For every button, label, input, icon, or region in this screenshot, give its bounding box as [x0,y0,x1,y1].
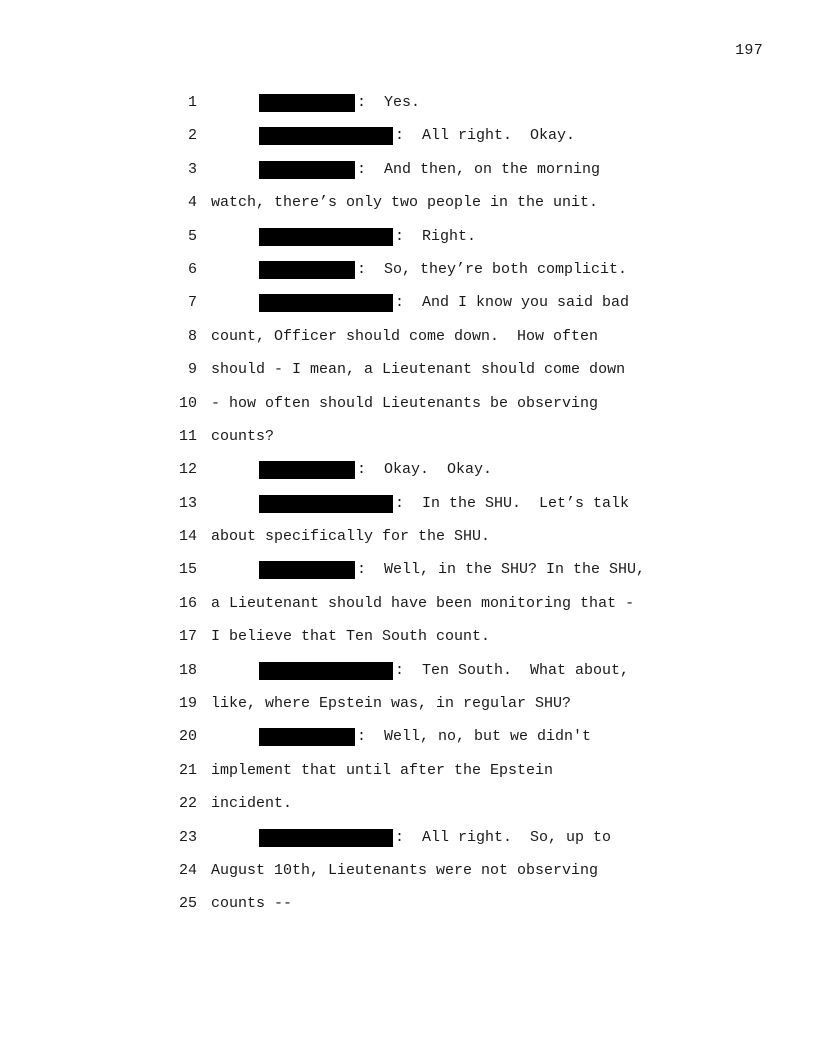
line-number: 9 [187,361,197,379]
line-content: : And I know you said bad [395,294,630,312]
line-content: counts -- [211,895,293,913]
transcript-line [0,192,816,225]
line-content: : All right. Okay. [395,127,576,145]
transcript-line [0,159,816,192]
line-number: 4 [187,194,197,212]
line-text [211,326,598,348]
line-content: should - I mean, a Lieutenant should come down [211,361,626,379]
redaction-bar [259,561,355,579]
line-number: 10 [178,394,197,412]
line-text [259,459,492,481]
line-number: 13 [178,494,197,512]
line-content: : Okay. Okay. [357,461,493,479]
redaction-bar [259,662,393,680]
line-text [211,760,553,782]
line-number: 18 [178,661,197,679]
line-text [259,292,629,314]
redaction-bar [259,261,355,279]
redaction-bar [259,94,355,112]
line-number: 14 [178,528,197,546]
line-number: 2 [187,127,197,145]
line-text [259,159,600,181]
line-content: watch, there’s only two people in the unit. [211,194,599,212]
line-number: 22 [178,795,197,813]
transcript-body [0,92,816,927]
redaction-bar [259,829,393,847]
transcript-line [0,393,816,426]
line-content: : Yes. [357,94,421,111]
line-text [259,660,629,682]
line-number: 19 [178,695,197,713]
line-content: I believe that Ten South count. [211,628,491,646]
line-content: a Lieutenant should have been monitoring that - [211,594,635,612]
line-number: 24 [178,861,197,879]
line-number: 3 [187,160,197,178]
transcript-line [0,259,816,292]
line-text [211,860,598,882]
transcript-line [0,526,816,559]
redaction-bar [259,461,355,479]
line-number: 25 [178,895,197,913]
redaction-bar [259,127,393,145]
line-content: counts? [211,427,275,445]
transcript-line [0,559,816,592]
line-text [211,626,490,648]
line-text [259,259,627,281]
transcript-line [0,125,816,158]
transcript-line [0,827,816,860]
line-content: : Right. [395,227,477,245]
line-number: 6 [187,260,197,278]
line-text [211,793,292,815]
line-text [211,893,292,915]
line-number: 17 [178,628,197,646]
page-number: 197 [735,42,763,59]
line-content: implement that until after the Epstein [211,761,554,779]
line-text [211,393,598,415]
transcript-line [0,593,816,626]
line-text [259,493,629,515]
transcript-line [0,726,816,759]
redaction-bar [259,495,393,513]
line-text [259,726,591,748]
line-number: 1 [187,94,197,111]
line-content: - how often should Lieutenants be observing [211,394,599,412]
line-text [211,192,598,214]
line-text [259,226,476,248]
line-number: 16 [178,594,197,612]
line-text [211,359,625,381]
line-number: 11 [178,427,197,445]
line-content: August 10th, Lieutenants were not observing [211,861,599,879]
transcript-line [0,92,816,125]
line-text [211,593,634,615]
transcript-line [0,359,816,392]
line-content: count, Officer should come down. How often [211,327,599,345]
line-number: 12 [178,461,197,479]
transcript-line [0,426,816,459]
line-content: : Well, no, but we didn't [357,728,592,746]
transcript-line [0,459,816,492]
transcript-line [0,226,816,259]
line-content: : Ten South. What about, [395,661,630,679]
line-number: 5 [187,227,197,245]
redaction-bar [259,161,355,179]
line-text [211,426,274,448]
line-content: : Well, in the SHU? In the SHU, [357,561,646,579]
line-number: 20 [178,728,197,746]
transcript-line [0,860,816,893]
line-text [259,827,611,849]
line-content: : In the SHU. Let’s talk [395,494,630,512]
transcript-line [0,326,816,359]
line-text [211,526,490,548]
redaction-bar [259,228,393,246]
transcript-line [0,292,816,325]
transcript-line [0,893,816,926]
line-content: about specifically for the SHU. [211,528,491,546]
line-content: : So, they’re both complicit. [357,260,628,278]
redaction-bar [259,728,355,746]
line-number: 15 [178,561,197,579]
line-text [211,693,571,715]
transcript-line [0,660,816,693]
redaction-bar [259,294,393,312]
line-number: 8 [187,327,197,345]
transcript-line [0,493,816,526]
transcript-line [0,793,816,826]
line-content: : All right. So, up to [395,828,612,846]
line-text [259,92,420,114]
line-content: : And then, on the morning [357,160,601,178]
transcript-line [0,760,816,793]
line-content: like, where Epstein was, in regular SHU? [211,695,572,713]
line-number: 7 [187,294,197,312]
line-text [259,559,645,581]
line-content: incident. [211,795,293,813]
line-text [259,125,575,147]
line-number: 21 [178,761,197,779]
transcript-line [0,693,816,726]
transcript-line [0,626,816,659]
line-number: 23 [178,828,197,846]
